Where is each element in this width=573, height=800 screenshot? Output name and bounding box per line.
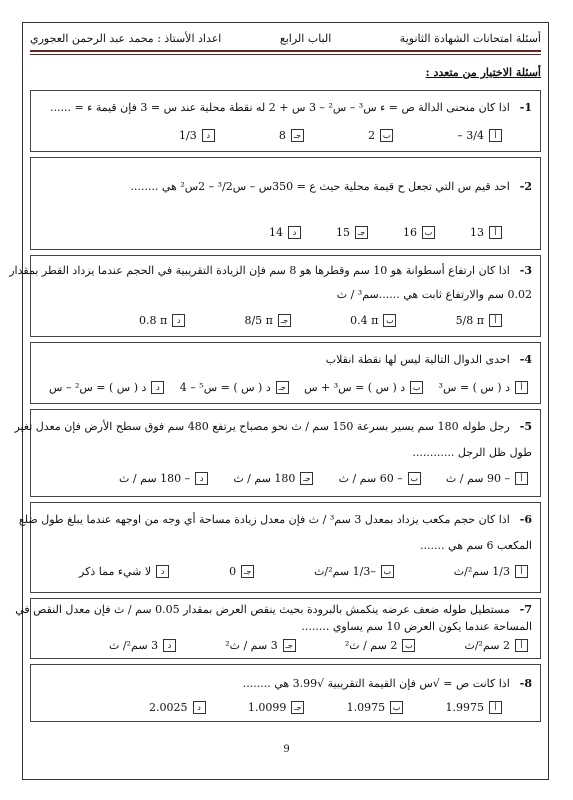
option-label: د xyxy=(163,639,176,652)
option-c[interactable] xyxy=(225,639,296,652)
option-label: د xyxy=(195,472,208,485)
option-value: 14 xyxy=(269,226,283,239)
option-label: د xyxy=(288,226,301,239)
page-number: 9 xyxy=(283,744,290,755)
option-label: ب xyxy=(390,701,403,714)
question-text: احدى الدوال التالية ليس لها نقطة انقلاب xyxy=(325,353,510,366)
question-text-continued: المساحة عندما يكون العرض 10 سم يساوي ........ xyxy=(301,620,532,633)
option-a[interactable] xyxy=(457,129,502,142)
option-label: د xyxy=(156,565,169,578)
option-c[interactable] xyxy=(229,565,254,578)
option-label: ب xyxy=(422,226,435,239)
option-value: 3 سم²/ ث xyxy=(109,639,159,652)
option-value: 1.9975 xyxy=(445,701,484,714)
option-value: د ( س ) = س⁵ – 4 xyxy=(179,381,271,394)
question-1 xyxy=(30,90,541,152)
option-label: جـ xyxy=(276,381,289,394)
option-value: 0 xyxy=(229,565,237,578)
option-b[interactable] xyxy=(314,565,394,578)
option-label: أ xyxy=(515,639,528,652)
option-value: 13 xyxy=(470,226,484,239)
question-6 xyxy=(18,502,541,593)
option-value: 16 xyxy=(403,226,417,239)
option-c[interactable] xyxy=(248,701,305,714)
option-value: 3 سم / ث² xyxy=(225,639,278,652)
option-label: ب xyxy=(383,314,396,327)
option-d[interactable] xyxy=(139,314,185,327)
question-4 xyxy=(30,342,541,404)
question-text: اذا كان منحنى الدالة ص = ء س³ – س² – 3 س + 2 له نقطة محلية عند س = 3 فإن قيمة ء = ...... xyxy=(49,101,510,114)
option-label: د xyxy=(151,381,164,394)
question-number: 3- xyxy=(519,264,532,277)
question-text: احد قيم س التي تجعل ح قيمة محلية حيث ع = 350س – س³/2 – 2س² هي ........ xyxy=(130,180,510,193)
question-7 xyxy=(15,598,541,659)
option-label: ب xyxy=(380,129,393,142)
option-a[interactable] xyxy=(439,381,528,394)
option-value: – 3/4 xyxy=(457,129,484,142)
option-value: 1/3 سم²/ث xyxy=(453,565,510,578)
option-value: د ( س ) = س² – س xyxy=(49,381,147,394)
section-title: أسئلة الاختيار من متعدد : xyxy=(425,66,541,79)
question-number: 2- xyxy=(519,180,532,193)
option-label: جـ xyxy=(300,472,313,485)
question-text: مستطيل طوله ضعف عرضه ينكمش بالبرودة بحيث ينقص العرض بمقدار 0.05 سم / ث فإن معدل النقص في xyxy=(15,603,510,616)
option-label: د xyxy=(202,129,215,142)
option-label: أ xyxy=(489,129,502,142)
option-value: – 60 سم / ث xyxy=(338,472,403,485)
option-label: أ xyxy=(515,565,528,578)
question-number: 8- xyxy=(519,677,532,690)
option-label: ب xyxy=(381,565,394,578)
question-text: رجل طوله 180 سم يسير بسرعة 150 سم / ث نحو مصباح يرتفع 480 سم فوق سطح الأرض فإن معدل تغير xyxy=(14,420,510,433)
option-value: 5/8 π xyxy=(455,314,484,327)
question-5 xyxy=(14,409,541,497)
option-b[interactable] xyxy=(368,129,393,142)
option-value: 1/3 xyxy=(179,129,197,142)
question-text-continued: المكعب 6 سم هي ....... xyxy=(420,539,532,552)
option-label: جـ xyxy=(291,701,304,714)
option-value: 2 xyxy=(368,129,376,142)
option-d[interactable] xyxy=(119,472,208,485)
option-label: جـ xyxy=(355,226,368,239)
question-number: 6- xyxy=(519,513,532,526)
option-value: 2.0025 xyxy=(149,701,188,714)
question-number: 4- xyxy=(519,353,532,366)
header-chapter: الباب الرابع xyxy=(279,31,332,45)
option-label: أ xyxy=(489,701,502,714)
option-value: 1.0099 xyxy=(247,701,287,714)
question-text: اذا كان ارتفاع أسطوانة هو 10 سم وقطرها هو 8 سم فإن الزيادة التقريبية في الحجم عندما يزداد القطر بمقدار xyxy=(9,264,510,277)
option-d[interactable] xyxy=(269,226,301,239)
option-d[interactable] xyxy=(109,639,176,652)
option-value: – 180 سم / ث xyxy=(119,472,191,485)
option-a[interactable] xyxy=(456,314,502,327)
question-text: اذا كانت ص = √س فإن القيمة التقريبية √3.99 هي ........ xyxy=(242,677,510,690)
option-c[interactable] xyxy=(180,381,289,394)
option-d[interactable] xyxy=(179,129,215,142)
option-c[interactable] xyxy=(244,314,290,327)
question-text: اذا كان حجم مكعب يزداد بمعدل 3 سم³ / ث فإن معدل زيادة مساحة أي وجه من اوجهه عندما يبلغ طول ضلع xyxy=(18,513,510,526)
option-value: 2 سم²/ث xyxy=(464,639,510,652)
option-a[interactable] xyxy=(446,701,503,714)
option-label: ب xyxy=(402,639,415,652)
option-label: أ xyxy=(489,314,502,327)
header-rule-thin xyxy=(30,54,541,55)
header-course: أسئلة امتحانات الشهادة الثانوية xyxy=(399,31,541,45)
option-label: د xyxy=(172,314,185,327)
option-value: 180 سم / ث xyxy=(233,472,296,485)
option-c[interactable] xyxy=(279,129,304,142)
option-label: جـ xyxy=(283,639,296,652)
question-3 xyxy=(9,255,541,337)
option-value: 0.4 π xyxy=(350,314,379,327)
option-value: –1/3 سم²/ث xyxy=(314,565,376,578)
question-number: 7- xyxy=(519,603,532,616)
option-label: أ xyxy=(515,381,528,394)
header-rule-thick xyxy=(30,50,541,52)
option-b[interactable] xyxy=(403,226,435,239)
option-a[interactable] xyxy=(446,472,528,485)
option-value: 2 سم / ث² xyxy=(344,639,398,652)
option-label: أ xyxy=(489,226,502,239)
option-a[interactable] xyxy=(454,565,528,578)
option-b[interactable] xyxy=(304,381,423,394)
question-number: 5- xyxy=(519,420,532,433)
question-2 xyxy=(30,157,541,250)
question-number: 1- xyxy=(519,101,532,114)
option-label: جـ xyxy=(278,314,291,327)
option-label: أ xyxy=(515,472,528,485)
option-label: د xyxy=(193,701,206,714)
option-label: ب xyxy=(408,472,421,485)
option-a[interactable] xyxy=(464,639,528,652)
question-8 xyxy=(30,664,541,722)
option-label: جـ xyxy=(241,565,254,578)
question-text-continued: 0.02 سم والارتفاع ثابت هي ......سم³ / ث xyxy=(336,288,532,301)
option-c[interactable] xyxy=(336,226,368,239)
option-label: جـ xyxy=(291,129,304,142)
option-value: 8 xyxy=(278,129,286,142)
option-a[interactable] xyxy=(470,226,502,239)
page-header xyxy=(30,28,541,48)
option-b[interactable] xyxy=(347,701,404,714)
option-d[interactable] xyxy=(149,701,206,714)
option-c[interactable] xyxy=(233,472,313,485)
option-b[interactable] xyxy=(339,472,421,485)
question-text-continued: طول ظل الرجل ............ xyxy=(412,446,532,459)
option-value: 15 xyxy=(336,226,350,239)
option-value: 8/5 π xyxy=(244,314,273,327)
option-b[interactable] xyxy=(350,314,396,327)
option-value: – 90 سم / ث xyxy=(445,472,510,485)
option-value: 1.0975 xyxy=(346,701,386,714)
option-value: د ( س ) = س³ + س xyxy=(304,381,406,394)
option-value: 0.8 π xyxy=(139,314,168,327)
option-d[interactable] xyxy=(79,565,169,578)
option-label: ب xyxy=(410,381,423,394)
option-b[interactable] xyxy=(345,639,416,652)
option-d[interactable] xyxy=(49,381,164,394)
option-value: لا شيء مما ذكر xyxy=(79,565,152,578)
option-value: د ( س ) = س³ xyxy=(438,381,510,394)
header-author: اعداد الأستاذ : محمد عبد الرحمن العجوري xyxy=(30,31,222,45)
